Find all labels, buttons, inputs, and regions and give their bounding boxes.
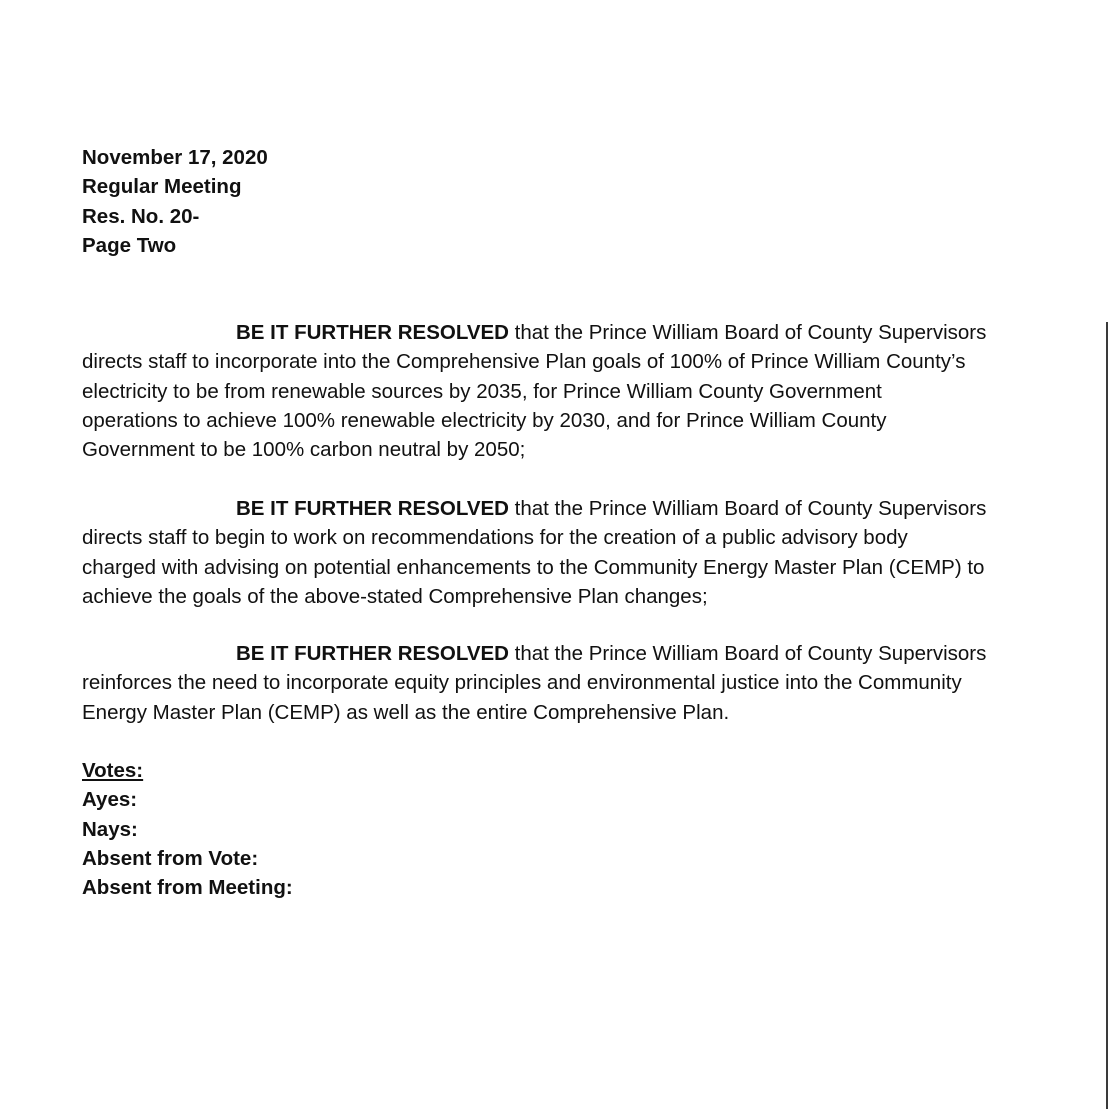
paragraph-line: directs staff to incorporate into the Comprehensive Plan goals of 100% of Prince William County’s [82, 350, 966, 374]
absent-from-vote-label: Absent from Vote: [82, 846, 259, 870]
votes-heading: Votes: [82, 759, 144, 782]
paragraph-line: Energy Master Plan (CEMP) as well as the entire Comprehensive Plan. [82, 700, 730, 724]
paragraph-line: directs staff to begin to work on recommendations for the creation of a public advisory body [82, 526, 908, 550]
resolution-paragraph [82, 639, 1070, 727]
resolution-number: Res. No. 20- [82, 204, 200, 228]
document-header [82, 143, 268, 260]
absent-from-meeting-label: Absent from Meeting: [82, 876, 293, 900]
resolution-paragraph [82, 494, 1070, 611]
paragraph-line: that the Prince William Board of County Supervisors [508, 642, 987, 665]
paragraph-first-line [82, 639, 1070, 668]
meeting-date: November 17, 2020 [82, 146, 268, 169]
resolved-lead: BE IT FURTHER RESOLVED [236, 497, 509, 520]
paragraph-line: charged with advising on potential enhancements to the Community Energy Master Plan (CEMP) to [82, 555, 985, 579]
page-edge-divider [1106, 322, 1108, 1109]
paragraph-line: achieve the goals of the above-stated Comprehensive Plan changes; [82, 584, 708, 608]
votes-section [82, 756, 293, 902]
paragraph-line: that the Prince William Board of County Supervisors [508, 497, 987, 520]
page-label: Page Two [82, 233, 177, 257]
resolved-lead: BE IT FURTHER RESOLVED [236, 321, 509, 344]
paragraph-line: electricity to be from renewable sources by 2035, for Prince William County Government [82, 379, 882, 403]
nays-label: Nays: [82, 817, 138, 841]
paragraph-line: operations to achieve 100% renewable electricity by 2030, and for Prince William County [82, 408, 887, 432]
paragraph-line: reinforces the need to incorporate equity principles and environmental justice into the Community [82, 671, 962, 695]
paragraph-line: Government to be 100% carbon neutral by 2050; [82, 438, 526, 462]
paragraph-line: that the Prince William Board of County Supervisors [508, 321, 987, 344]
ayes-label: Ayes: [82, 788, 138, 812]
resolution-paragraph [82, 318, 1070, 464]
paragraph-first-line [82, 318, 1070, 347]
resolved-lead: BE IT FURTHER RESOLVED [236, 642, 509, 665]
meeting-type: Regular Meeting [82, 175, 242, 199]
paragraph-first-line [82, 494, 1070, 523]
